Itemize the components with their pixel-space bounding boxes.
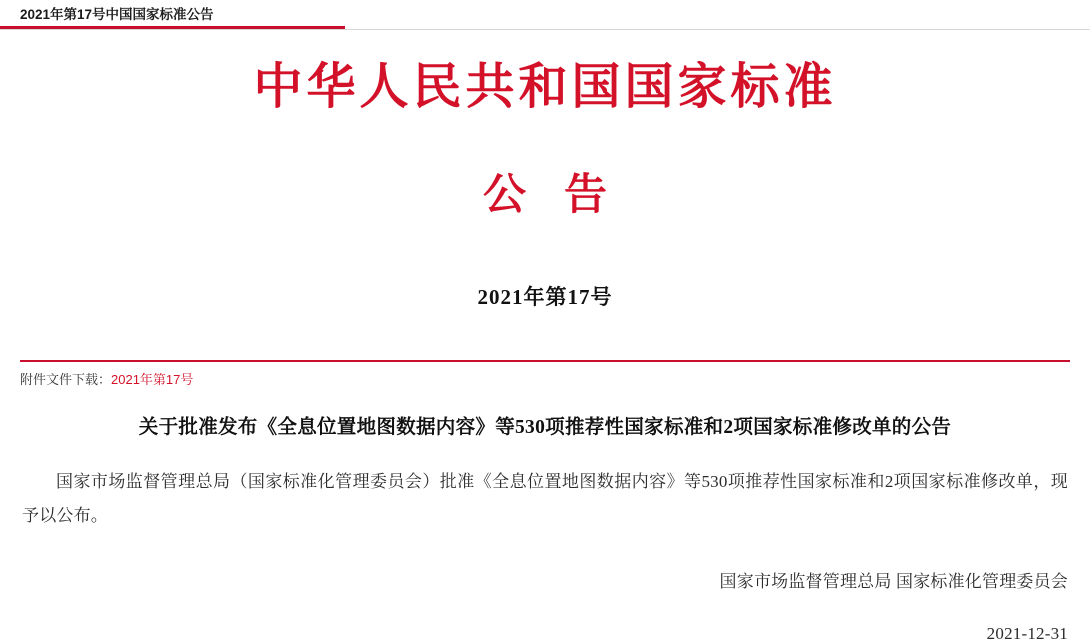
document-signature: 国家市场监督管理总局 国家标准化管理委员会: [719, 571, 1068, 591]
document-paragraph: 国家市场监督管理总局（国家标准化管理委员会）批准《全息位置地图数据内容》等530项推荐性国家标准和2项国家标准修改单，现予以公布。: [22, 471, 1068, 525]
divider: [20, 360, 1070, 362]
attachment-download-link[interactable]: 2021年第17号: [111, 372, 194, 388]
breadcrumb-tab[interactable]: 2021年第17号中国国家标准公告: [20, 7, 214, 22]
document-date: 2021-12-31: [986, 623, 1068, 643]
page-subtitle: 公告: [483, 171, 645, 219]
document-body: [22, 413, 1068, 643]
topbar: [0, 0, 1090, 30]
masthead: [0, 30, 1090, 311]
page-title: 中华人民共和国国家标准: [253, 59, 837, 114]
document-heading: 关于批准发布《全息位置地图数据内容》等530项推荐性国家标准和2项国家标准修改单的公告: [138, 417, 952, 439]
issue-number: 2021年第17号: [477, 285, 613, 310]
topbar-accent-underline: [0, 26, 345, 29]
attachment-label: 附件文件下载：: [20, 372, 112, 388]
attachment-row: [20, 371, 1090, 389]
